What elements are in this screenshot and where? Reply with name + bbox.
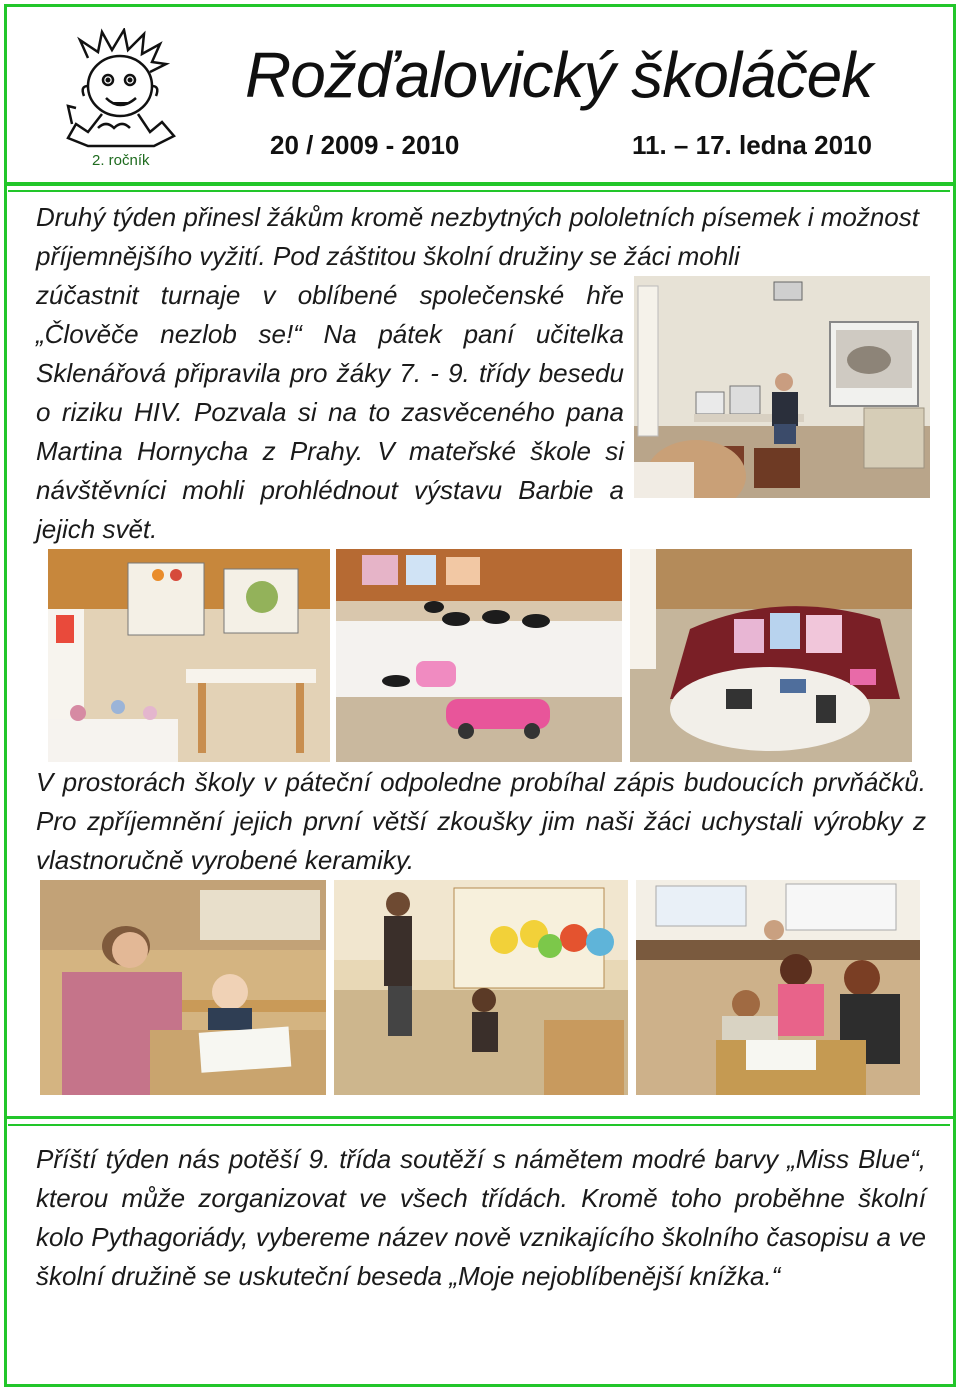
photo-hiv-lecture [634, 276, 930, 498]
photo-barbie-exhibition-3 [630, 549, 912, 762]
footer-divider [4, 1116, 953, 1119]
photo-barbie-exhibition-1 [48, 549, 330, 762]
schoolboy-logo-icon [58, 28, 184, 152]
photo-enrollment-2 [334, 880, 628, 1095]
article1-intro: Druhý týden přinesl žákům kromě nezbytných pololetních písemek i možnost příjemnějšího vyžití. Pod záštitou školní družiny se žáci mohli [36, 202, 919, 271]
footer-divider-inner [8, 1124, 950, 1126]
photo-enrollment-1 [40, 880, 326, 1095]
photo-enrollment-3 [636, 880, 920, 1095]
article3-body: Příští týden nás potěší 9. třída soutěží s námětem modré barvy „Miss Blue“, kterou může zorganizovat ve všech třídách. Kromě toho proběhne školní kolo Pythagoriády, vybereme název nově vznikajícího školního časopisu a ve školní družině se uskuteční beseda „Moje nejoblíbenější knížka.“ [36, 1144, 926, 1291]
grade-label: 2. ročník [92, 152, 150, 169]
header-divider-inner [8, 190, 950, 192]
issue-number: 20 / 2009 - 2010 [270, 130, 460, 160]
article1-body: zúčastnit turnaje v oblíbené společenské hře „Člověče nezlob se!“ Na pátek paní učitelka Sklenářová připravila pro žáky 7. - 9. třídy besedu o riziku HIV. Pozvala si na to zasvěceného pana Martina Hornycha z Prahy. V mateřské škole si návštěvníci mohli prohlédnout výstavu Barbie a jejich svět. [36, 280, 624, 544]
photo-barbie-exhibition-2 [336, 549, 622, 762]
header-divider [4, 182, 953, 186]
newsletter-title: Rožďalovický školáček [245, 39, 873, 111]
issue-dates: 11. – 17. ledna 2010 [632, 130, 872, 160]
article2-body: V prostorách školy v páteční odpoledne probíhal zápis budoucích prvňáčků. Pro zpříjemnění jejich první větší zkoušky jim naši žáci uchystali výrobky z vlastnoručně vyrobené keramiky. [36, 767, 926, 875]
